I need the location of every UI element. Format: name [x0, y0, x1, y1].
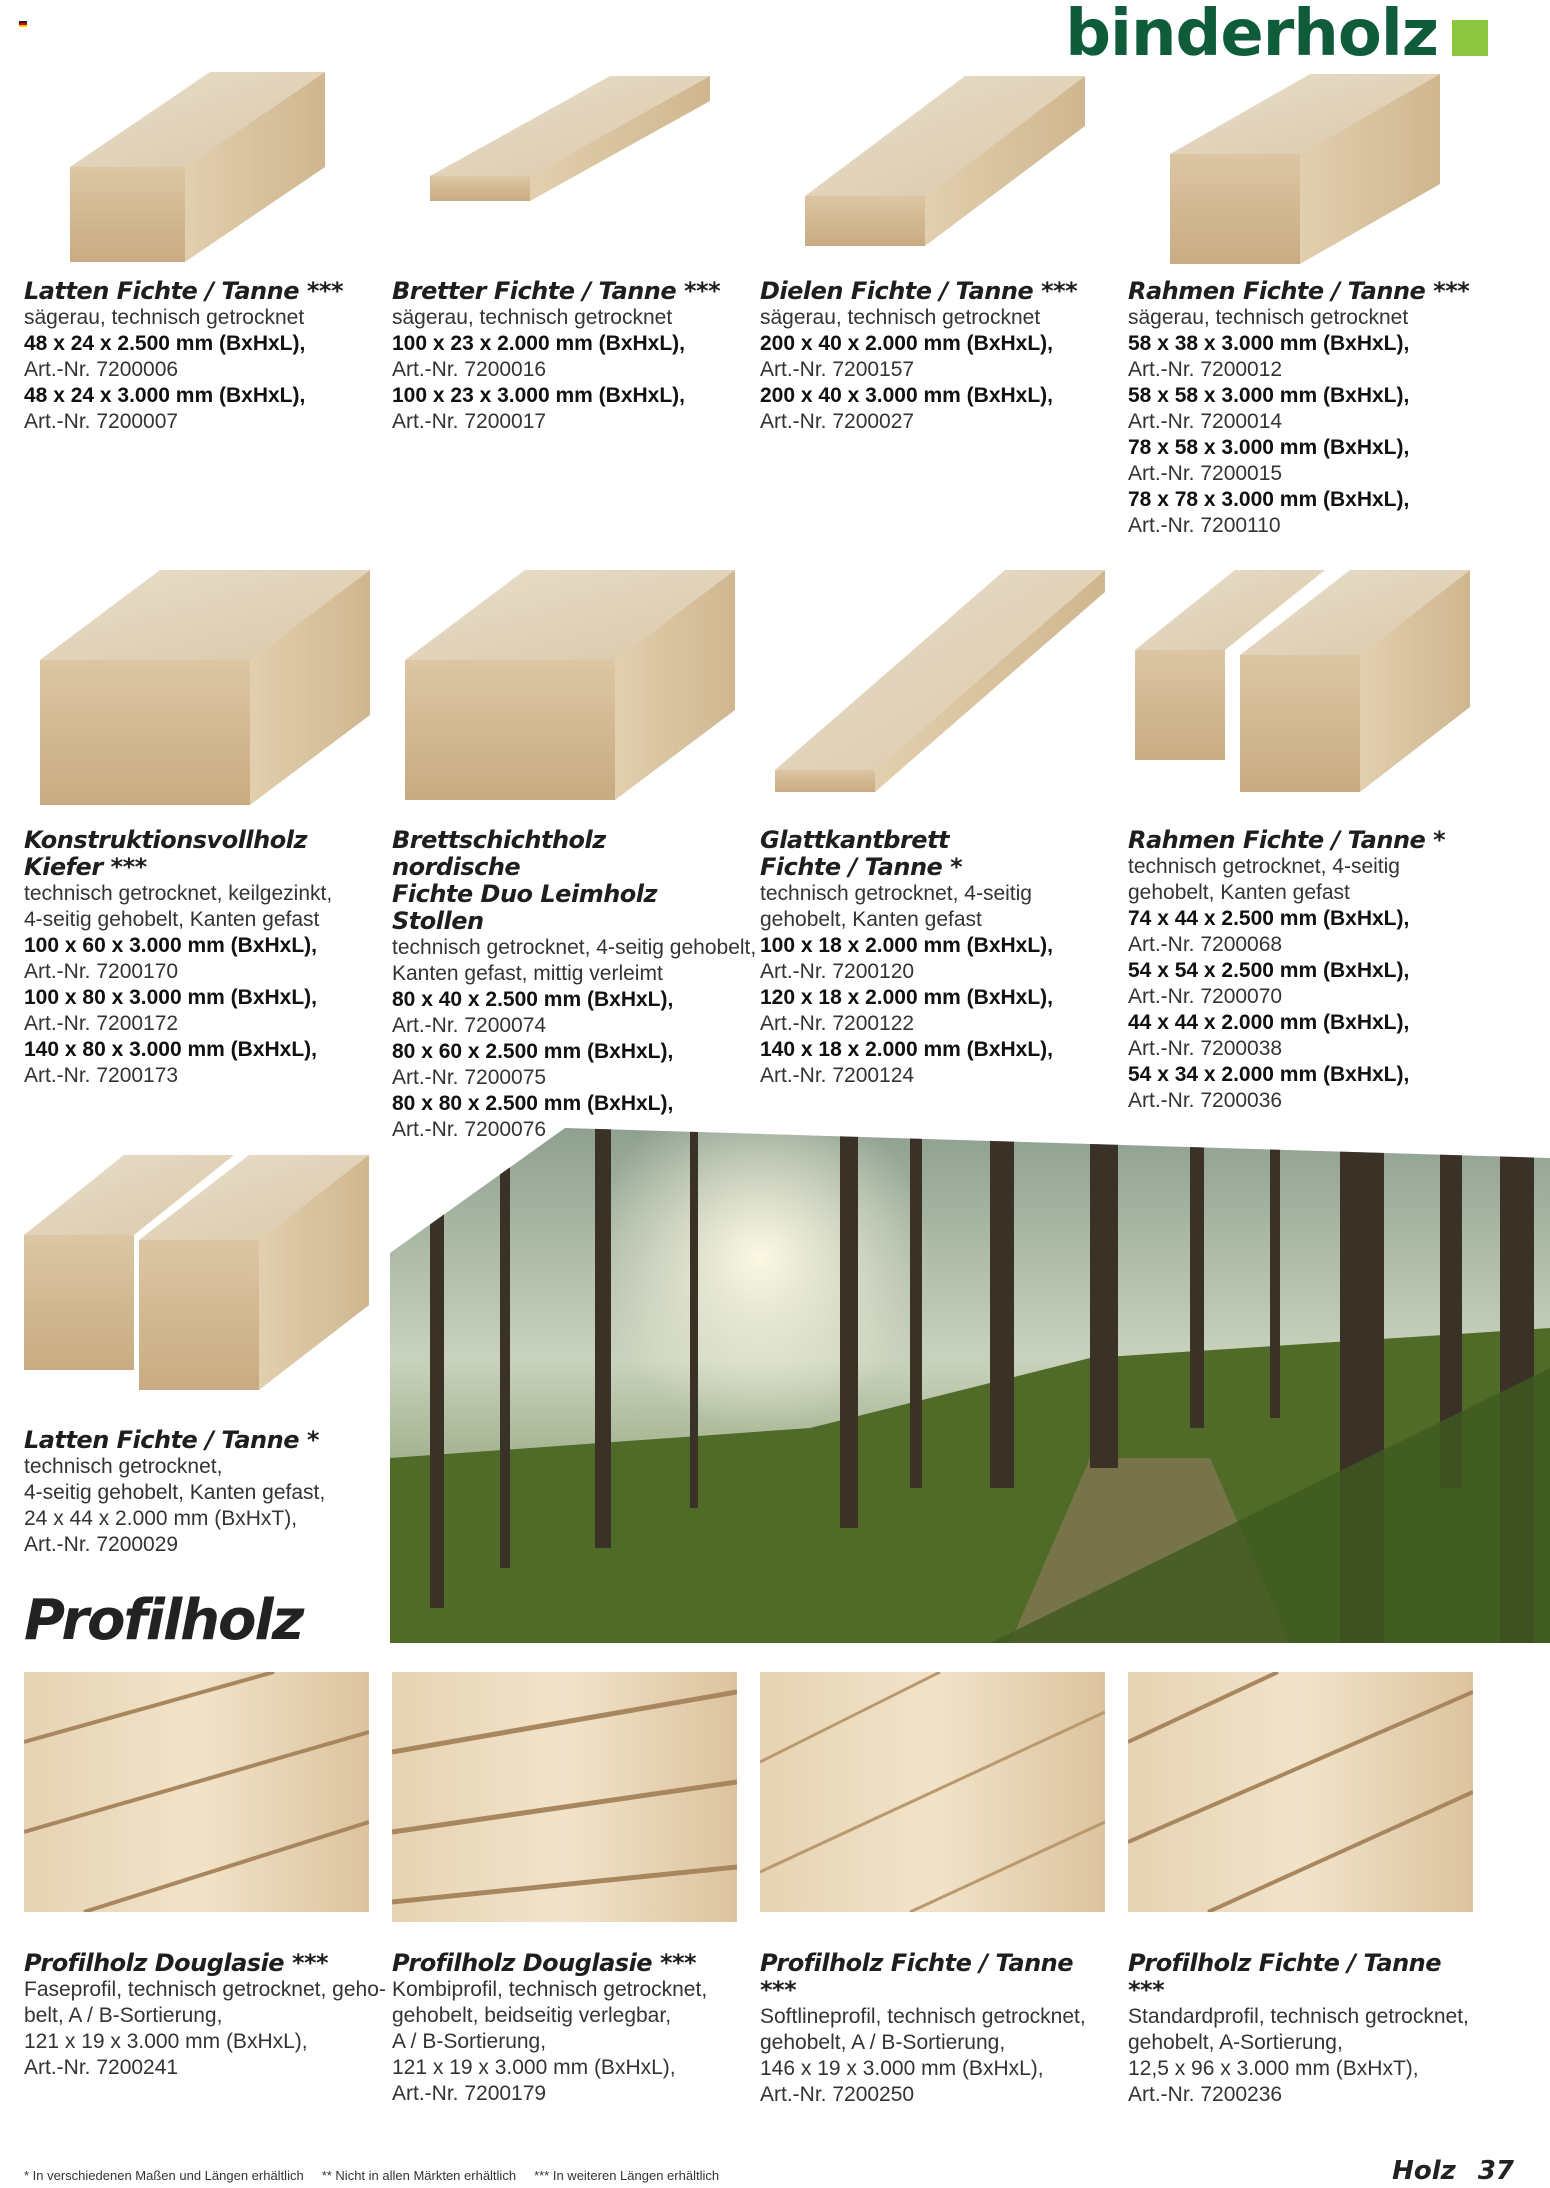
product-detail: Art.-Nr. 7200172	[24, 1012, 179, 1035]
section-title: Profilholz	[24, 1588, 303, 1653]
product-dimension: 100 x 80 x 3.000 mm (BxHxL),	[24, 986, 317, 1009]
product-detail: 4-seitig gehobelt, Kanten gefast	[24, 908, 320, 931]
product-detail: Art.-Nr. 7200120	[760, 960, 915, 983]
product-title: Fichte / Tanne *	[760, 853, 963, 881]
product-title: Glattkantbrett	[760, 826, 950, 854]
product-detail: Kanten gefast, mittig verleimt	[392, 962, 663, 985]
flag-icon	[19, 21, 27, 27]
product-image-latten	[60, 72, 325, 262]
product-dimension: 48 x 24 x 2.500 mm (BxHxL),	[24, 332, 306, 355]
product-detail: sägerau, technisch getrocknet	[24, 306, 305, 329]
product-image-rahmen	[1170, 74, 1440, 264]
product-detail: Art.-Nr. 7200236	[1128, 2083, 1283, 2106]
product-title: Kiefer ***	[24, 853, 147, 881]
product-title: Rahmen Fichte / Tanne *	[1128, 826, 1446, 854]
product-detail: A / B-Sortierung,	[392, 2030, 547, 2053]
product-rahmen-gehobelt	[1128, 827, 1473, 1114]
product-profilholz-douglasie-fase	[24, 1949, 386, 2081]
product-detail: technisch getrocknet, 4-seitig gehobelt,	[392, 936, 757, 959]
product-dimension: 74 x 44 x 2.500 mm (BxHxL),	[1128, 907, 1410, 930]
product-dimension: 44 x 44 x 2.000 mm (BxHxL),	[1128, 1011, 1410, 1034]
product-image-bretter	[430, 76, 710, 216]
product-detail: technisch getrocknet, 4-seitig	[1128, 855, 1400, 878]
product-profilholz-douglasie-kombi	[392, 1950, 737, 2107]
product-detail: Art.-Nr. 7200170	[24, 960, 179, 983]
product-title: Rahmen Fichte / Tanne ***	[1128, 277, 1470, 305]
product-detail: sägerau, technisch getrocknet	[760, 306, 1041, 329]
product-detail: Art.-Nr. 7200016	[392, 358, 547, 381]
product-detail: Faseprofil, technisch getrocknet, geho-	[24, 1978, 386, 2001]
page-label	[1392, 2156, 1514, 2186]
page-category: Holz	[1392, 2156, 1456, 2186]
footnote: ** Nicht in allen Märkten erhältlich	[321, 2168, 517, 2183]
product-detail: Standardprofil, technisch getrocknet,	[1128, 2005, 1469, 2028]
product-image-dielen	[805, 76, 1085, 256]
product-dimension: 200 x 40 x 3.000 mm (BxHxL),	[760, 384, 1053, 407]
product-dimension: 100 x 23 x 3.000 mm (BxHxL),	[392, 384, 685, 407]
product-detail: Art.-Nr. 7200179	[392, 2082, 547, 2105]
product-dimension: 80 x 60 x 2.500 mm (BxHxL),	[392, 1040, 674, 1063]
product-dimension: 54 x 54 x 2.500 mm (BxHxL),	[1128, 959, 1410, 982]
product-bretter-fichte-tanne	[392, 278, 737, 435]
product-detail: gehobelt, A / B-Sortierung,	[760, 2031, 1006, 2054]
product-detail: gehobelt, A-Sortierung,	[1128, 2031, 1343, 2054]
footnotes	[24, 2168, 719, 2183]
product-detail: Art.-Nr. 7200124	[760, 1064, 915, 1087]
product-detail: Art.-Nr. 7200015	[1128, 462, 1283, 485]
product-title: Profilholz Douglasie ***	[392, 1949, 697, 1977]
product-image-profil-2	[392, 1672, 737, 1922]
product-image-kvh	[40, 570, 370, 805]
product-dimension: 48 x 24 x 3.000 mm (BxHxL),	[24, 384, 306, 407]
product-title: Latten Fichte / Tanne *	[24, 1426, 319, 1454]
product-dimension: 100 x 18 x 2.000 mm (BxHxL),	[760, 934, 1053, 957]
product-detail: 121 x 19 x 3.000 mm (BxHxL),	[24, 2030, 308, 2053]
product-konstruktionsvollholz	[24, 827, 369, 1089]
product-detail: Art.-Nr. 7200074	[392, 1014, 547, 1037]
product-detail: Art.-Nr. 7200029	[24, 1533, 179, 1556]
product-image-profil-4	[1128, 1672, 1473, 1912]
page-number: 37	[1477, 2156, 1514, 2186]
product-title: Brettschichtholz nordische	[392, 826, 606, 881]
product-image-bsh	[405, 570, 735, 800]
product-detail: Art.-Nr. 7200110	[1128, 514, 1281, 537]
footnote: *** In weiteren Längen erhältlich	[534, 2168, 720, 2183]
product-detail: Art.-Nr. 7200173	[24, 1064, 179, 1087]
product-detail: Art.-Nr. 7200241	[24, 2056, 179, 2079]
product-dimension: 58 x 58 x 3.000 mm (BxHxL),	[1128, 384, 1410, 407]
product-title: Profilholz Fichte / Tanne ***	[760, 1949, 1074, 2004]
product-detail: Art.-Nr. 7200007	[24, 410, 179, 433]
product-dimension: 80 x 80 x 2.500 mm (BxHxL),	[392, 1092, 674, 1115]
product-title: Bretter Fichte / Tanne ***	[392, 277, 721, 305]
product-detail: 121 x 19 x 3.000 mm (BxHxL),	[392, 2056, 676, 2079]
product-detail: 146 x 19 x 3.000 mm (BxHxL),	[760, 2057, 1044, 2080]
product-latten-gehobelt	[24, 1427, 369, 1558]
product-dimension: 140 x 80 x 3.000 mm (BxHxL),	[24, 1038, 317, 1061]
product-detail: sägerau, technisch getrocknet	[1128, 306, 1409, 329]
product-dimension: 80 x 40 x 2.500 mm (BxHxL),	[392, 988, 674, 1011]
product-image-latten-pair	[24, 1155, 369, 1395]
product-detail: Art.-Nr. 7200250	[760, 2083, 915, 2106]
product-detail: Art.-Nr. 7200122	[760, 1012, 915, 1035]
product-title: Dielen Fichte / Tanne ***	[760, 277, 1078, 305]
product-title: Profilholz Douglasie ***	[24, 1949, 329, 1977]
brand-logo	[1065, 0, 1488, 71]
product-image-profil-1	[24, 1672, 369, 1912]
product-detail: sägerau, technisch getrocknet	[392, 306, 673, 329]
product-detail: Art.-Nr. 7200075	[392, 1066, 547, 1089]
product-brettschichtholz	[392, 826, 757, 1143]
product-detail: Kombiprofil, technisch getrocknet,	[392, 1978, 708, 2001]
product-dimension: 200 x 40 x 2.000 mm (BxHxL),	[760, 332, 1053, 355]
product-detail: Art.-Nr. 7200038	[1128, 1037, 1283, 1060]
brand-square-icon	[1452, 20, 1488, 56]
product-rahmen-fichte-tanne	[1128, 278, 1473, 539]
product-detail: Art.-Nr. 7200014	[1128, 410, 1283, 433]
product-dimension: 78 x 58 x 3.000 mm (BxHxL),	[1128, 436, 1410, 459]
product-detail: technisch getrocknet, 4-seitig	[760, 882, 1032, 905]
product-image-profil-3	[760, 1672, 1105, 1912]
product-detail: technisch getrocknet, keilgezinkt,	[24, 882, 333, 905]
forest-photo	[390, 1128, 1550, 1643]
product-detail: 12,5 x 96 x 3.000 mm (BxHxT),	[1128, 2057, 1419, 2080]
product-detail: Art.-Nr. 7200017	[392, 410, 547, 433]
product-dimension: 58 x 38 x 3.000 mm (BxHxL),	[1128, 332, 1410, 355]
product-detail: Softlineprofil, technisch getrocknet,	[760, 2005, 1086, 2028]
product-title: Profilholz Fichte / Tanne ***	[1128, 1949, 1442, 2004]
product-detail: Art.-Nr. 7200027	[760, 410, 915, 433]
product-dimension: 100 x 23 x 2.000 mm (BxHxL),	[392, 332, 685, 355]
product-image-glattkant	[775, 570, 1105, 800]
product-detail: gehobelt, Kanten gefast	[760, 908, 982, 931]
product-image-rahmen-pair	[1135, 570, 1470, 795]
product-dimension: 54 x 34 x 2.000 mm (BxHxL),	[1128, 1063, 1410, 1086]
product-detail: Art.-Nr. 7200076	[392, 1118, 547, 1141]
product-detail: technisch getrocknet,	[24, 1455, 223, 1478]
product-glattkantbrett	[760, 827, 1105, 1089]
product-detail: gehobelt, beidseitig verlegbar,	[392, 2004, 672, 2027]
product-dielen-fichte-tanne	[760, 278, 1105, 435]
product-title: Latten Fichte / Tanne ***	[24, 277, 343, 305]
product-dimension: 120 x 18 x 2.000 mm (BxHxL),	[760, 986, 1053, 1009]
product-latten-fichte-tanne	[24, 278, 369, 435]
footnote: * In verschiedenen Maßen und Längen erhältlich	[24, 2168, 304, 2183]
product-detail: Art.-Nr. 7200006	[24, 358, 179, 381]
product-title: Fichte Duo Leimholz Stollen	[392, 880, 657, 935]
product-detail: Art.-Nr. 7200012	[1128, 358, 1283, 381]
product-detail: Art.-Nr. 7200036	[1128, 1089, 1283, 1112]
product-title: Konstruktionsvollholz	[24, 826, 307, 854]
product-detail: belt, A / B-Sortierung,	[24, 2004, 223, 2027]
product-profilholz-softline	[760, 1950, 1105, 2108]
product-dimension: 140 x 18 x 2.000 mm (BxHxL),	[760, 1038, 1053, 1061]
product-detail: 24 x 44 x 2.000 mm (BxHxT),	[24, 1507, 298, 1530]
product-dimension: 78 x 78 x 3.000 mm (BxHxL),	[1128, 488, 1410, 511]
product-dimension: 100 x 60 x 3.000 mm (BxHxL),	[24, 934, 317, 957]
product-profilholz-standard	[1128, 1950, 1473, 2108]
product-detail: gehobelt, Kanten gefast	[1128, 881, 1350, 904]
product-detail: 4-seitig gehobelt, Kanten gefast,	[24, 1481, 326, 1504]
product-detail: Art.-Nr. 7200157	[760, 358, 915, 381]
brand-name: binderholz	[1065, 0, 1438, 71]
product-detail: Art.-Nr. 7200068	[1128, 933, 1283, 956]
product-detail: Art.-Nr. 7200070	[1128, 985, 1283, 1008]
